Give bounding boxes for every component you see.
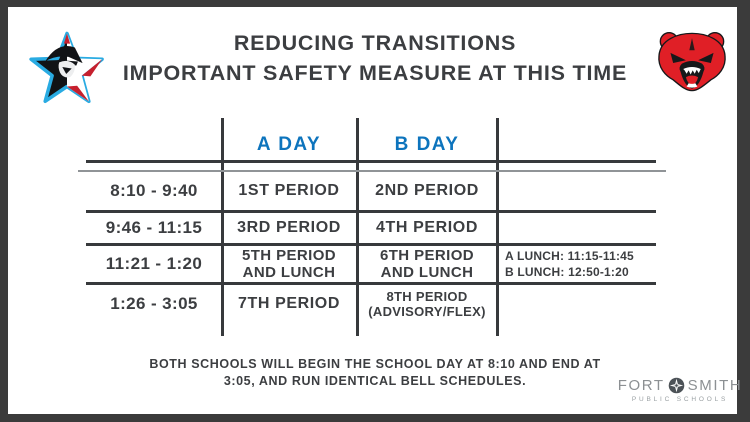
footer-line-1: BOTH SCHOOLS WILL BEGIN THE SCHOOL DAY AT 8:10 AND END AT bbox=[149, 357, 601, 371]
row3-a-period bbox=[242, 247, 336, 281]
table-header-underline-shadow bbox=[78, 170, 666, 172]
table-header-underline bbox=[86, 160, 656, 163]
row3-time: 11:21 - 1:20 bbox=[105, 254, 203, 273]
column-header-a-day: A DAY bbox=[256, 134, 322, 155]
a-lunch-time: A LUNCH: 11:15-11:45 bbox=[505, 249, 634, 263]
row1-a-period: 1ST PERIOD bbox=[238, 182, 340, 199]
row4-b-period bbox=[368, 289, 485, 319]
district-logo-wordmark bbox=[617, 377, 743, 394]
row2-b-period: 4TH PERIOD bbox=[375, 219, 479, 236]
title-line-2: IMPORTANT SAFETY MEASURE AT THIS TIME bbox=[122, 61, 628, 85]
row4-a-period: 7TH PERIOD bbox=[237, 295, 341, 312]
lunch-times-note bbox=[505, 248, 634, 280]
grizzly-bear-logo-icon bbox=[652, 30, 732, 96]
row3-b-period-line1: 6TH PERIOD bbox=[379, 247, 475, 264]
row3-a-period-line1: 5TH PERIOD bbox=[241, 247, 337, 264]
row2-time: 9:46 - 11:15 bbox=[105, 218, 203, 237]
row3-b-period bbox=[380, 247, 474, 281]
row1-b-period: 2ND PERIOD bbox=[375, 182, 479, 199]
b-lunch-time: B LUNCH: 12:50-1:20 bbox=[505, 265, 629, 279]
row3-a-period-line2: AND LUNCH bbox=[242, 264, 336, 281]
page-title bbox=[0, 28, 750, 88]
table-row-line-2 bbox=[86, 243, 656, 246]
title-line-1: REDUCING TRANSITIONS bbox=[233, 31, 517, 55]
table-row-line-3 bbox=[86, 282, 656, 285]
column-header-b-day: B DAY bbox=[394, 134, 460, 155]
table-row-line-1 bbox=[86, 210, 656, 213]
table-vertical-line-3 bbox=[496, 118, 499, 336]
row4-b-period-line1: 8TH PERIOD bbox=[386, 289, 468, 304]
district-logo bbox=[617, 377, 743, 403]
district-word-fort: FORT bbox=[617, 377, 665, 394]
row4-b-period-line2: (ADVISORY/FLEX) bbox=[368, 304, 486, 319]
table-vertical-line-1 bbox=[221, 118, 224, 336]
district-logo-subtitle: PUBLIC SCHOOLS bbox=[631, 396, 729, 403]
row3-b-period-line2: AND LUNCH bbox=[380, 264, 474, 281]
district-word-smith: SMITH bbox=[687, 377, 743, 394]
table-vertical-line-2 bbox=[356, 118, 359, 336]
row1-time: 8:10 - 9:40 bbox=[110, 181, 198, 200]
compass-icon bbox=[668, 377, 685, 394]
row4-time: 1:26 - 3:05 bbox=[110, 294, 198, 313]
row2-a-period: 3RD PERIOD bbox=[237, 219, 341, 236]
footer-line-2: 3:05, AND RUN IDENTICAL BELL SCHEDULES. bbox=[223, 374, 527, 388]
